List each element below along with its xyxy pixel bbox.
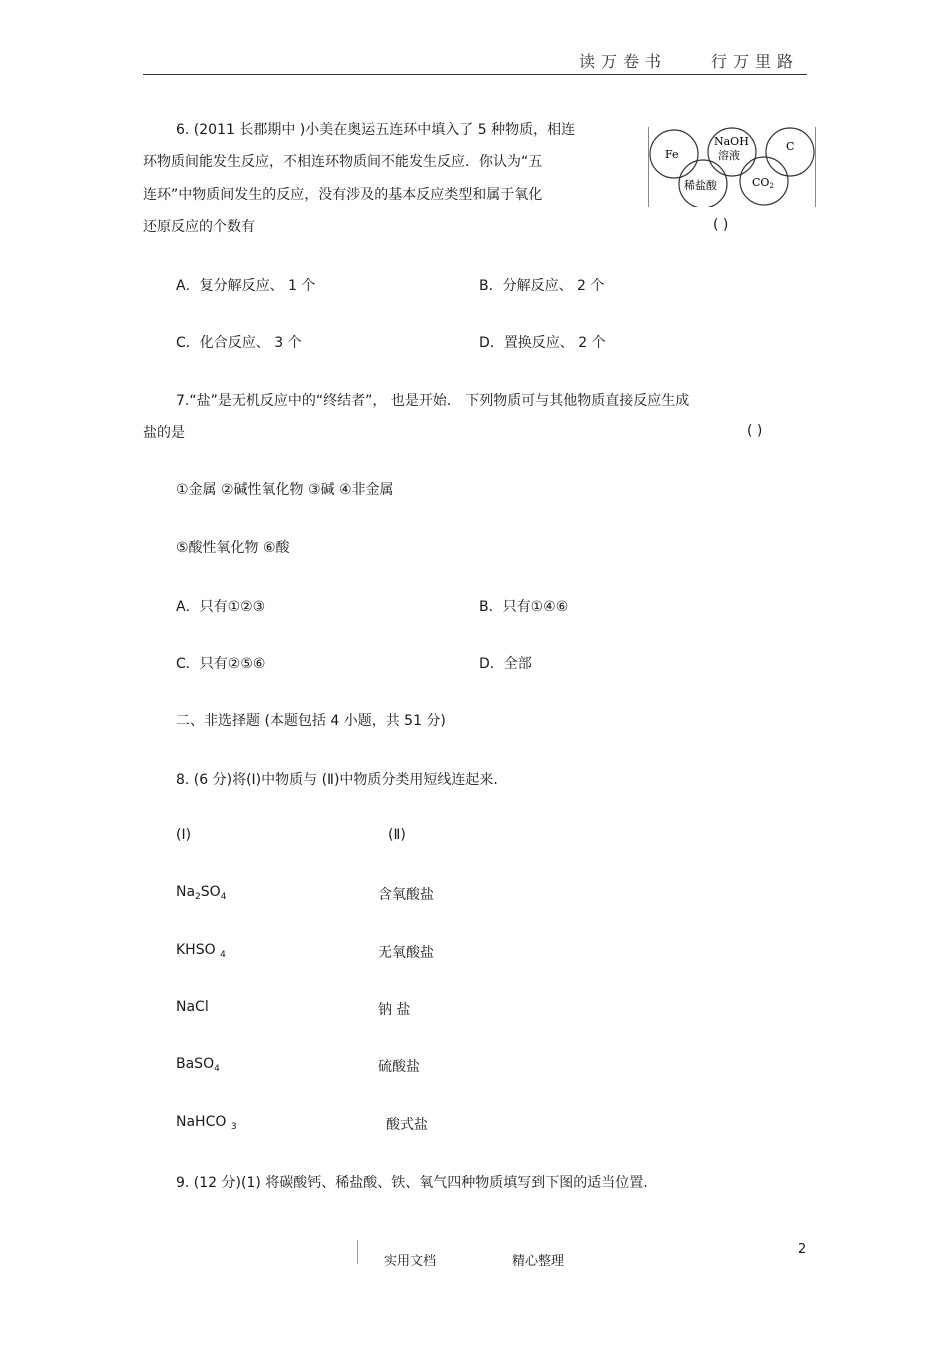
footer-right: 精心整理: [512, 1254, 565, 1269]
q8-substance-nacl: NaCl: [176, 999, 209, 1015]
q8-title: 8. (6 分)将(Ⅰ)中物质与 (Ⅱ)中物质分类用短线连起来.: [176, 772, 498, 788]
q6-option-d: D．置换反应、 2 个: [479, 335, 606, 351]
q6-line-2: 环物质间能发生反应，不相连环物质间不能发生反应．你认为“五: [143, 154, 543, 170]
ring-hcl-label: 稀盐酸: [684, 179, 717, 192]
footer-left: 实用文档: [384, 1254, 437, 1269]
header-left: 读万卷书: [579, 52, 668, 71]
section-2-heading: 二、非选择题 (本题包括 4 小题，共 51 分): [176, 713, 446, 729]
q6-answer-paren: ( ): [713, 217, 729, 233]
q6-line-3: 连环”中物质间发生的反应，没有涉及的基本反应类型和属于氧化: [143, 187, 543, 203]
ring-co2-label: CO2: [752, 176, 774, 190]
q8-class-oxyacid-salt: 含氧酸盐: [378, 887, 434, 903]
q7-items-1: ①金属 ②碱性氧化物 ③碱 ④非金属: [176, 482, 394, 498]
q8-class-non-oxyacid-salt: 无氧酸盐: [378, 945, 434, 961]
q7-line-1: 7.“盐”是无机反应中的“终结者”， 也是开始． 下列物质可与其他物质直接反应生成: [176, 393, 690, 409]
q7-option-a: A．只有①②③: [176, 599, 266, 615]
header-right: 行万里路: [711, 52, 800, 71]
q8-class-sulfate: 硫酸盐: [378, 1059, 420, 1075]
q6-option-a: A．复分解反应、 1 个: [176, 278, 316, 294]
ring-naoh-label-2: 溶液: [718, 149, 740, 162]
q7-option-b: B．只有①④⑥: [479, 599, 569, 615]
ring-naoh-label-1: NaOH: [714, 135, 749, 148]
q8-col2-head: (Ⅱ): [388, 827, 406, 843]
q7-option-d: D．全部: [479, 656, 532, 672]
q8-col1-head: (Ⅰ): [176, 827, 192, 843]
header-rule: [143, 74, 807, 75]
ring-c-label: C: [786, 140, 795, 153]
q8-substance-nahco3: NaHCO $_3$: [176, 1114, 237, 1132]
page-number: 2: [798, 1242, 807, 1257]
q8-substance-na2so4: $Na_2SO_4$: [176, 884, 227, 902]
q7-option-c: C．只有②⑤⑥: [176, 656, 266, 672]
five-rings-diagram: [648, 127, 816, 207]
q6-option-c: C．化合反应、 3 个: [176, 335, 302, 351]
q7-answer-paren: ( ): [747, 423, 763, 439]
q7-items-2: ⑤酸性氧化物 ⑥酸: [176, 540, 290, 556]
q8-substance-khso4: KHSO $_4$: [176, 942, 226, 960]
q8-class-acid-salt: 酸式盐: [386, 1117, 428, 1133]
ring-fe-label: Fe: [665, 148, 679, 161]
q7-line-2: 盐的是: [143, 425, 185, 441]
q9-title: 9. (12 分)(1) 将碳酸钙、稀盐酸、铁、氧气四种物质填写到下图的适当位置.: [176, 1175, 648, 1191]
q8-class-sodium-salt: 钠 盐: [378, 1002, 411, 1018]
q8-substance-baso4: BaSO$_4$: [176, 1056, 220, 1074]
q6-line-1: 6. (2011 长郡期中 )小美在奥运五连环中填入了 5 种物质，相连: [176, 122, 576, 138]
footer-divider: [357, 1240, 358, 1264]
q6-option-b: B．分解反应、 2 个: [479, 278, 605, 294]
q6-line-4: 还原反应的个数有: [143, 219, 255, 235]
